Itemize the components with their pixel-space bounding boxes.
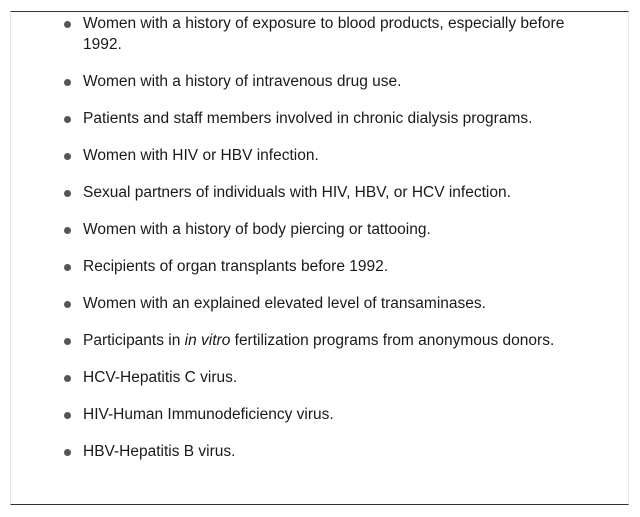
list-item-text: Women with an explained elevated level of transaminases. [83, 295, 486, 312]
bullet-icon [64, 79, 71, 86]
list-item-text-after: fertilization programs from anonymous donors. [230, 332, 555, 349]
list-item-text: Women with a history of body piercing or tattooing. [83, 221, 431, 238]
bullet-icon [64, 412, 71, 419]
list-item-text: Women with HIV or HBV infection. [83, 147, 319, 164]
list-item [83, 293, 603, 314]
list-item-text: Sexual partners of individuals with HIV, HBV, or HCV infection. [83, 184, 511, 201]
bullet-icon [64, 116, 71, 123]
list-item-text: Patients and staff members involved in chronic dialysis programs. [83, 110, 533, 127]
list-item-text: HCV-Hepatitis C virus. [83, 369, 238, 386]
list-item-text: HIV-Human Immunodeficiency virus. [83, 406, 334, 423]
list-item [83, 330, 603, 351]
list-item-text: Recipients of organ transplants before 1992. [83, 258, 389, 275]
bullet-icon [64, 449, 71, 456]
list-item [83, 256, 603, 277]
list-item [83, 182, 603, 203]
bullet-icon [64, 301, 71, 308]
bullet-icon [64, 264, 71, 271]
list-item-text-italic: in vitro [184, 332, 231, 349]
list-item-text-before: Participants in [83, 332, 185, 349]
list-item-text [83, 332, 554, 349]
list-item-text: Women with a history of exposure to blood products, especially before 1992. [83, 15, 565, 53]
list-item [83, 441, 603, 462]
list-item [83, 145, 603, 166]
bullet-icon [64, 375, 71, 382]
bullet-icon [64, 190, 71, 197]
bullet-icon [64, 153, 71, 160]
list-item [83, 367, 603, 388]
list-item-text: Women with a history of intravenous drug use. [83, 73, 402, 90]
bullet-icon [64, 227, 71, 234]
list-item [83, 404, 603, 425]
bullet-icon [64, 21, 71, 28]
content-panel [10, 11, 629, 505]
list-item-text: HBV-Hepatitis B virus. [83, 443, 236, 460]
list-item [83, 219, 603, 240]
bullet-icon [64, 338, 71, 345]
list-item [83, 71, 603, 92]
list-item [83, 13, 603, 55]
list-item [83, 108, 603, 129]
